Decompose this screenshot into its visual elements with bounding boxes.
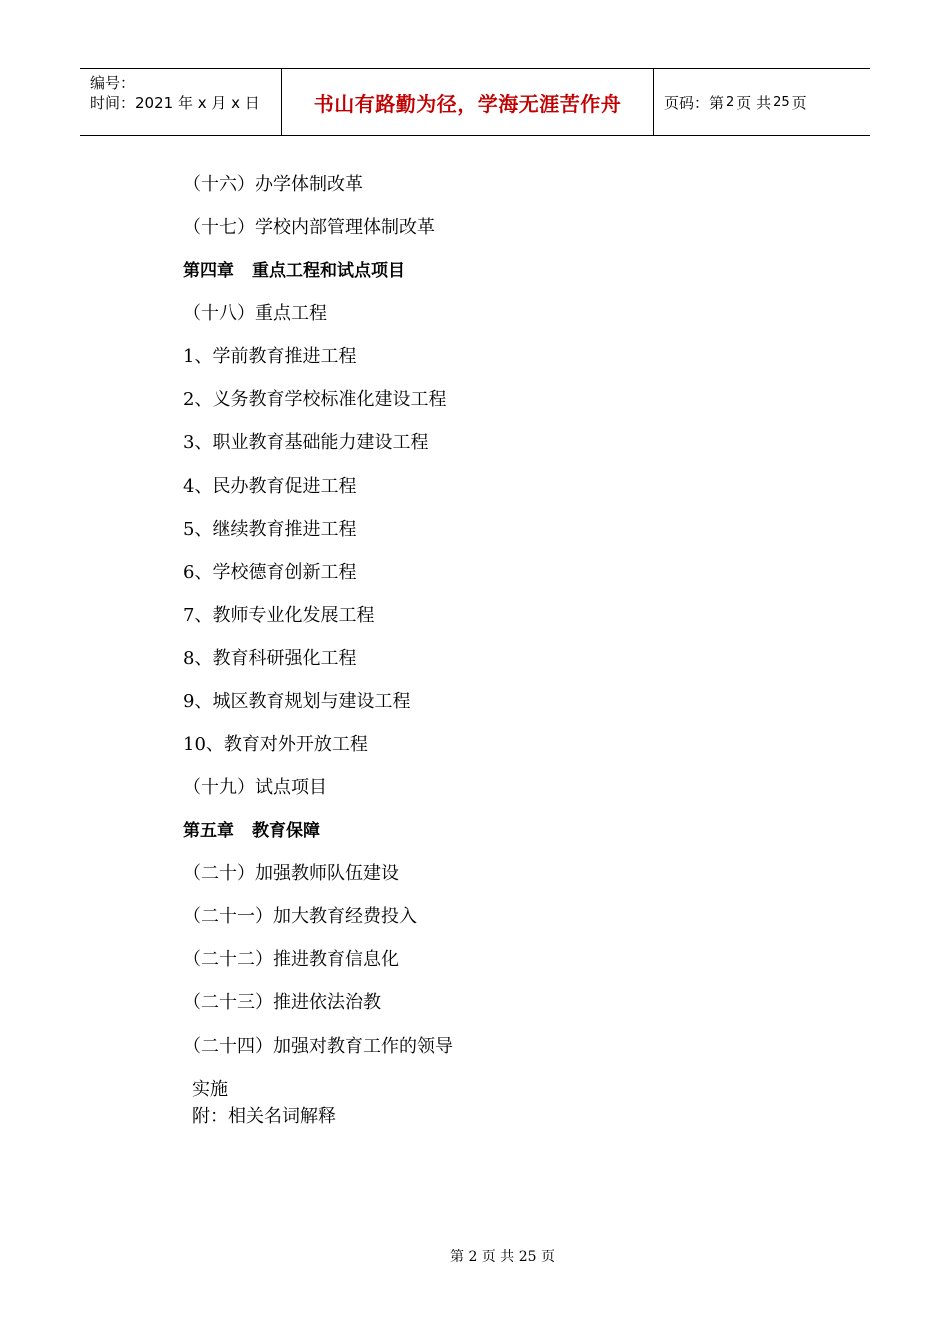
header-motto: 书山有路勤为径，学海无涯苦作舟 [282,69,654,135]
toc-sub-9: 9、城区教育规划与建设工程 [183,691,411,712]
page-footer: 第 2 页 共 25 页 [450,1249,555,1265]
page-header [80,68,870,136]
toc-sub-2: 2、义务教育学校标准化建设工程 [183,389,447,410]
page-total: 25 [773,94,790,110]
toc-item-19: （十九）试点项目 [183,777,327,798]
toc-item-22: （二十二）推进教育信息化 [183,949,399,970]
page-prefix: 页码：第 [664,93,725,112]
toc-sub-6: 6、学校德育创新工程 [183,562,357,583]
toc-sub-10: 10、教育对外开放工程 [183,734,368,755]
chapter-5-title: 教育保障 [252,821,320,841]
header-meta [80,69,282,135]
document-date-label: 时间：2021 年 x 月 x 日 [90,94,260,112]
toc-item-21: （二十一）加大教育经费投入 [183,906,417,927]
toc-sub-5: 5、继续教育推进工程 [183,519,357,540]
chapter-4-title: 重点工程和试点项目 [252,261,405,281]
toc-sub-3: 3、职业教育基础能力建设工程 [183,432,429,453]
chapter-5-number: 第五章 [183,821,234,841]
toc-item-18: （十八）重点工程 [183,303,327,324]
toc-item-24: （二十四）加强对教育工作的领导 [183,1036,453,1057]
chapter-4-number: 第四章 [183,261,234,281]
page-current: 2 [726,94,735,110]
toc-item-16: （十六）办学体制改革 [183,174,363,195]
toc-sub-1: 1、学前教育推进工程 [183,346,357,367]
toc-implementation: 实施 [192,1079,228,1100]
toc-appendix: 附：相关名词解释 [192,1106,336,1127]
document-number-label: 编号： [90,74,136,92]
chapter-4-heading [183,260,405,282]
toc-sub-4: 4、民办教育促进工程 [183,476,357,497]
toc-item-20: （二十）加强教师队伍建设 [183,863,399,884]
chapter-5-heading [183,820,320,842]
header-page-number [654,69,870,135]
page-suffix: 页 [791,93,807,112]
toc-sub-8: 8、教育科研强化工程 [183,648,357,669]
toc-sub-7: 7、教师专业化发展工程 [183,605,375,626]
toc-item-17: （十七）学校内部管理体制改革 [183,217,435,238]
page-mid: 页 共 [736,93,772,112]
toc-item-23: （二十三）推进依法治教 [183,992,381,1013]
